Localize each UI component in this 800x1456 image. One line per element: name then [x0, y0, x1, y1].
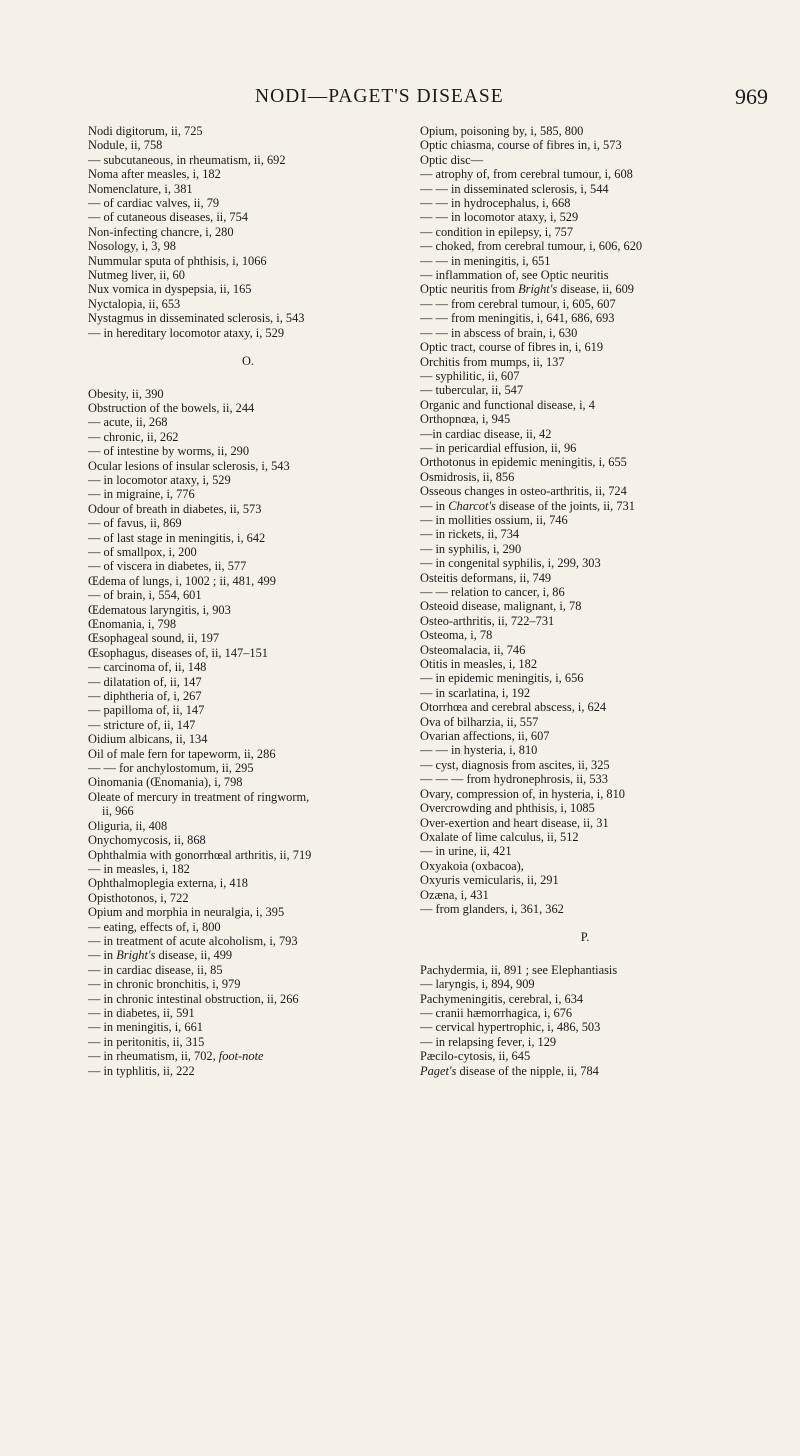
- index-entry: — of smallpox, i, 200: [88, 544, 197, 559]
- index-entry: — in scarlatina, i, 192: [420, 685, 531, 700]
- index-entry: — in meningitis, i, 661: [88, 1020, 203, 1035]
- entry-text: — in rheumatism, ii, 702,: [88, 1049, 219, 1064]
- section-letter: O.: [241, 354, 255, 369]
- index-entry: — choked, from cerebral tumour, i, 606, 620: [420, 239, 643, 254]
- index-entry: [420, 1064, 750, 1078]
- entry-italic-text: Bright's: [518, 282, 558, 297]
- index-entry: — diphtheria of, i, 267: [88, 689, 202, 704]
- index-entry: Opisthotonos, i, 722: [88, 890, 189, 905]
- index-entry: — — for anchylostomum, ii, 295: [88, 761, 254, 776]
- index-entry: Oxalate of lime calculus, ii, 512: [420, 829, 579, 844]
- index-entry: — cranii hæmorrhagica, i, 676: [420, 1005, 573, 1020]
- index-entry: Osteoid disease, malignant, i, 78: [420, 599, 582, 614]
- index-entry: Overcrowding and phthisis, i, 1085: [420, 801, 595, 816]
- index-entry: — in epidemic meningitis, i, 656: [420, 671, 584, 686]
- index-entry: — — in disseminated sclerosis, i, 544: [420, 181, 609, 196]
- running-head: NODI—PAGET'S DISEASE: [255, 86, 504, 107]
- index-entry: — — in hydrocephalus, i, 668: [420, 196, 571, 211]
- index-entry: — in diabetes, ii, 591: [88, 1005, 195, 1020]
- index-entry: — — from cerebral tumour, i, 605, 607: [420, 296, 616, 311]
- index-entry: [420, 499, 750, 513]
- index-entry: — in typhlitis, ii, 222: [88, 1063, 195, 1078]
- index-entry: — of cardiac valves, ii, 79: [88, 196, 220, 211]
- index-entry: Over-exertion and heart disease, ii, 31: [420, 815, 609, 830]
- entry-text: disease, ii, 499: [155, 948, 233, 963]
- index-entry: —in cardiac disease, ii, 42: [420, 426, 552, 441]
- index-entry: Otitis in measles, i, 182: [420, 657, 538, 672]
- index-entry: Onychomycosis, ii, 868: [88, 833, 206, 848]
- index-entry: Nodule, ii, 758: [88, 138, 163, 153]
- entry-text: Optic neuritis from: [420, 282, 519, 297]
- index-entry: — — in meningitis, i, 651: [420, 253, 551, 268]
- index-entry: Osteomalacia, ii, 746: [420, 642, 526, 657]
- index-entry: Pæcilo-cytosis, ii, 645: [420, 1049, 531, 1064]
- index-entry: — — in locomotor ataxy, i, 529: [420, 210, 579, 225]
- index-entry: Otorrhœa and cerebral abscess, i, 624: [420, 700, 607, 715]
- index-entry: — carcinoma of, ii, 148: [88, 660, 207, 675]
- index-entry: — in peritonitis, ii, 315: [88, 1034, 205, 1049]
- index-entry: — from glanders, i, 361, 362: [420, 901, 564, 916]
- index-entry: Nodi digitorum, ii, 725: [88, 124, 203, 138]
- index-entry: — in migraine, i, 776: [88, 487, 195, 502]
- index-entry: Nystagmus in disseminated sclerosis, i, 543: [88, 311, 305, 326]
- index-entry: Ophthalmoplegia externa, i, 418: [88, 876, 249, 891]
- index-entry: Ovary, compression of, in hysteria, i, 810: [420, 786, 625, 801]
- index-entry: [88, 1049, 408, 1063]
- entry-text: — in: [420, 498, 449, 513]
- index-entry: — cervical hypertrophic, i, 486, 503: [420, 1020, 601, 1035]
- index-entry: — in congenital syphilis, i, 299, 303: [420, 556, 601, 571]
- section-letter: P.: [580, 930, 590, 945]
- index-entry: — in cardiac disease, ii, 85: [88, 962, 223, 977]
- index-entry: — — in abscess of brain, i, 630: [420, 325, 578, 340]
- index-entry: — stricture of, ii, 147: [88, 717, 196, 732]
- index-entry: — in pericardial effusion, ii, 96: [420, 440, 577, 455]
- index-entry: — in chronic bronchitis, i, 979: [88, 977, 241, 992]
- entry-italic-text: Paget's: [420, 1063, 457, 1078]
- index-entry: Nutmeg liver, ii, 60: [88, 268, 185, 283]
- index-entry: — in treatment of acute alcoholism, i, 793: [88, 933, 298, 948]
- index-entry: — — in hysteria, i, 810: [420, 743, 538, 758]
- index-entry: Ophthalmia with gonorrhœal arthritis, ii, 719: [88, 847, 312, 862]
- index-entry: — — — from hydronephrosis, ii, 533: [420, 772, 608, 787]
- index-entry: Ova of bilharzia, ii, 557: [420, 714, 539, 729]
- index-entry: Nummular sputa of phthisis, i, 1066: [88, 253, 267, 268]
- index-entry: [88, 948, 408, 962]
- index-entry: Oliguria, ii, 408: [88, 818, 168, 833]
- entry-text: disease, ii, 609: [557, 282, 634, 297]
- index-entry: — of last stage in meningitis, i, 642: [88, 530, 266, 545]
- index-entry: Œsophagus, diseases of, ii, 147–151: [88, 645, 268, 660]
- index-entry: — — from meningitis, i, 641, 686, 693: [420, 311, 615, 326]
- index-entry: [420, 282, 750, 296]
- index-entry: — of intestine by worms, ii, 290: [88, 444, 250, 459]
- index-entry: — in relapsing fever, i, 129: [420, 1034, 557, 1049]
- index-entry: Œdematous laryngitis, i, 903: [88, 602, 231, 617]
- index-entry: — in hereditary locomotor ataxy, i, 529: [88, 325, 285, 340]
- index-entry: Obesity, ii, 390: [88, 386, 164, 401]
- entry-text: — in: [88, 948, 117, 963]
- index-entry: Nomenclature, i, 381: [88, 181, 193, 196]
- index-entry: — of favus, ii, 869: [88, 516, 182, 531]
- index-column-left: [88, 124, 408, 1078]
- index-entry: — of brain, i, 554, 601: [88, 588, 202, 603]
- index-entry: Osseous changes in osteo-arthritis, ii, 724: [420, 484, 627, 499]
- index-entry: Non-infecting chancre, i, 280: [88, 224, 234, 239]
- index-entry: — of viscera in diabetes, ii, 577: [88, 559, 247, 574]
- index-entry: — cyst, diagnosis from ascites, ii, 325: [420, 757, 610, 772]
- index-entry: — in measles, i, 182: [88, 861, 190, 876]
- index-entry: Osteo-arthritis, ii, 722–731: [420, 613, 555, 628]
- index-entry: — of cutaneous diseases, ii, 754: [88, 210, 249, 225]
- entry-text: disease of the joints, ii, 731: [495, 498, 635, 513]
- index-entry: Nosology, i, 3, 98: [88, 239, 176, 254]
- index-column-right: [420, 124, 750, 1078]
- index-entry: Oil of male fern for tapeworm, ii, 286: [88, 746, 276, 761]
- index-entry: Optic tract, course of fibres in, i, 619: [420, 340, 604, 355]
- index-entry: Obstruction of the bowels, ii, 244: [88, 400, 255, 415]
- index-entry: — acute, ii, 268: [88, 415, 168, 430]
- index-entry: — dilatation of, ii, 147: [88, 674, 202, 689]
- index-entry: Organic and functional disease, i, 4: [420, 397, 595, 412]
- index-entry: Osteitis deformans, ii, 749: [420, 570, 552, 585]
- index-entry: Oxyakoia (oxbacoa),: [420, 858, 524, 873]
- index-entry: — in locomotor ataxy, i, 529: [88, 472, 231, 487]
- index-entry: Nux vomica in dyspepsia, ii, 165: [88, 282, 252, 297]
- index-entry: Oleate of mercury in treatment of ringworm,: [88, 789, 310, 804]
- index-entry: Orthotonus in epidemic meningitis, i, 655: [420, 455, 627, 470]
- index-entry: — atrophy of, from cerebral tumour, i, 608: [420, 167, 633, 182]
- index-entry: Osmidrosis, ii, 856: [420, 469, 515, 484]
- entry-text: disease of the nipple, ii, 784: [456, 1063, 599, 1078]
- index-entry: Ocular lesions of insular sclerosis, i, 543: [88, 458, 290, 473]
- index-entry: Œdema of lungs, i, 1002 ; ii, 481, 499: [88, 573, 276, 588]
- entry-italic-text: Charcot's: [448, 498, 496, 513]
- index-entry: Pachymeningitis, cerebral, i, 634: [420, 991, 584, 1006]
- index-entry: Ovarian affections, ii, 607: [420, 729, 550, 744]
- index-entry: — condition in epilepsy, i, 757: [420, 224, 574, 239]
- index-entry-continuation: ii, 966: [102, 804, 134, 819]
- index-entry: — syphilitic, ii, 607: [420, 368, 520, 383]
- index-entry: Opium, poisoning by, i, 585, 800: [420, 124, 584, 138]
- index-entry: Orchitis from mumps, ii, 137: [420, 354, 565, 369]
- index-entry: Oidium albicans, ii, 134: [88, 732, 208, 747]
- index-entry: Optic disc—: [420, 152, 483, 167]
- index-entry: Optic chiasma, course of fibres in, i, 573: [420, 138, 622, 153]
- entry-italic-text: foot-note: [218, 1049, 264, 1064]
- index-entry: — eating, effects of, i, 800: [88, 919, 221, 934]
- index-entry: — tubercular, ii, 547: [420, 383, 524, 398]
- index-entry: — chronic, ii, 262: [88, 429, 179, 444]
- index-entry: Oinomania (Œnomania), i, 798: [88, 775, 243, 790]
- index-entry: Opium and morphia in neuralgia, i, 395: [88, 905, 285, 920]
- index-entry: — in syphilis, i, 290: [420, 541, 522, 556]
- index-entry: Œsophageal sound, ii, 197: [88, 631, 220, 646]
- index-entry: Pachydermia, ii, 891 ; see Elephantiasis: [420, 962, 618, 977]
- index-entry: — inflammation of, see Optic neuritis: [420, 268, 609, 283]
- index-entry: Œnomania, i, 798: [88, 617, 177, 631]
- index-entry: — papilloma of, ii, 147: [88, 703, 205, 718]
- index-entry: Orthopnœa, i, 945: [420, 412, 511, 427]
- entry-italic-text: Bright's: [116, 948, 156, 963]
- index-entry: — in urine, ii, 421: [420, 844, 512, 859]
- index-entry: — — relation to cancer, i, 86: [420, 585, 565, 599]
- index-entry: Osteoma, i, 78: [420, 628, 493, 643]
- index-entry: — in chronic intestinal obstruction, ii, 266: [88, 991, 299, 1006]
- page-number: 969: [735, 84, 768, 109]
- index-entry: Noma after measles, i, 182: [88, 167, 221, 182]
- index-entry: Odour of breath in diabetes, ii, 573: [88, 501, 262, 516]
- index-entry: Oxyuris vemicularis, ii, 291: [420, 873, 559, 888]
- index-entry: — in mollities ossium, ii, 746: [420, 512, 568, 527]
- index-entry: — laryngis, i, 894, 909: [420, 977, 535, 992]
- index-entry: Nyctalopia, ii, 653: [88, 296, 181, 311]
- index-entry: — in rickets, ii, 734: [420, 527, 520, 542]
- index-entry: Ozæna, i, 431: [420, 887, 489, 902]
- index-entry: — subcutaneous, in rheumatism, ii, 692: [88, 152, 286, 167]
